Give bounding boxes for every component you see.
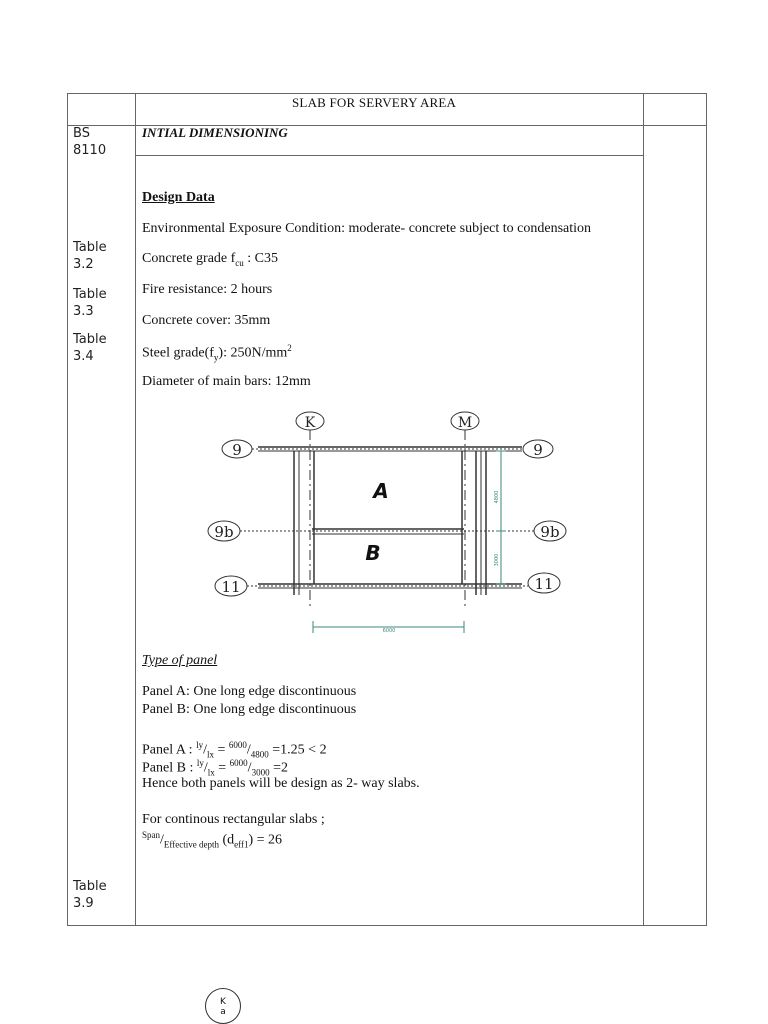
concrete-grade: Concrete grade $f_{cu}$ : C35 (142, 251, 279, 268)
panel-b-ratio: Panel B : $^{ly}/_{lx} = ^{6000}/_{3000} =2$ (142, 758, 288, 778)
section-divider (135, 155, 643, 156)
panel-label-b: B (365, 541, 381, 565)
ref-column-divider (135, 94, 136, 925)
fire-resistance: Fire resistance: 2 hours (142, 282, 273, 297)
ref-table-3-3: Table 3.3 (73, 287, 107, 319)
grid-label-9b-right: 9b (540, 523, 560, 541)
ref-bs: BS 8110 (73, 126, 107, 158)
exposure-condition: Environmental Exposure Condition: moderate- concrete subject to condensation (142, 221, 592, 236)
grid-label-11-right: 11 (534, 575, 554, 593)
steel-grade: Steel $grade(f_y)$: $250N/mm^2$ (142, 343, 292, 363)
remarks-column-divider (643, 94, 644, 925)
section-heading: INTIAL DIMENSIONING (142, 125, 288, 140)
dimensions (313, 451, 506, 633)
grid-label-9-right: 9 (533, 441, 543, 459)
two-way-conclusion: Hence both panels will be design as 2- way slabs. (142, 776, 420, 791)
slab-plan-drawing (200, 405, 590, 640)
continuous-slabs-line: For continous rectangular slabs ; (142, 812, 325, 827)
grid-label-9-left: 9 (232, 441, 242, 459)
panel-label-a: A (373, 479, 389, 503)
concrete-cover: Concrete cover: 35mm (142, 313, 271, 328)
ref-table-3-4: Table 3.4 (73, 332, 107, 364)
ref-table-3-2: Table 3.2 (73, 240, 107, 272)
design-data-heading: Design Data (142, 190, 215, 205)
grid-badge: K a (205, 988, 241, 1024)
grid-label-9b-left: 9b (214, 523, 234, 541)
panel-b-description: Panel B: One long edge discontinuous (142, 702, 357, 717)
sheet-title: SLAB FOR SERVERY AREA (292, 95, 457, 110)
dim-label-4800: 4800 (494, 490, 500, 504)
panel-a-ratio: Panel A : $^{ly}/_{lx} = ^{6000}/_{4800} =1.25 < 2$ (142, 740, 327, 760)
grid-label-m: M (457, 415, 473, 431)
main-bar-diameter: Diameter of main bars: 12mm (142, 374, 311, 389)
span-depth-ratio: $^{Span}/_{Effective depth}$ $(d_{eff1}) = 26$ (142, 830, 283, 850)
dim-label-6000: 6000 (382, 628, 396, 634)
dim-label-3000: 3000 (494, 553, 500, 567)
grid-label-11-left: 11 (221, 578, 241, 596)
panel-type-heading: Type of panel (142, 653, 218, 668)
panel-a-description: Panel A: One long edge discontinuous (142, 684, 357, 699)
grid-label-k: K (304, 415, 316, 431)
ref-table-3-9: Table 3.9 (73, 879, 107, 911)
